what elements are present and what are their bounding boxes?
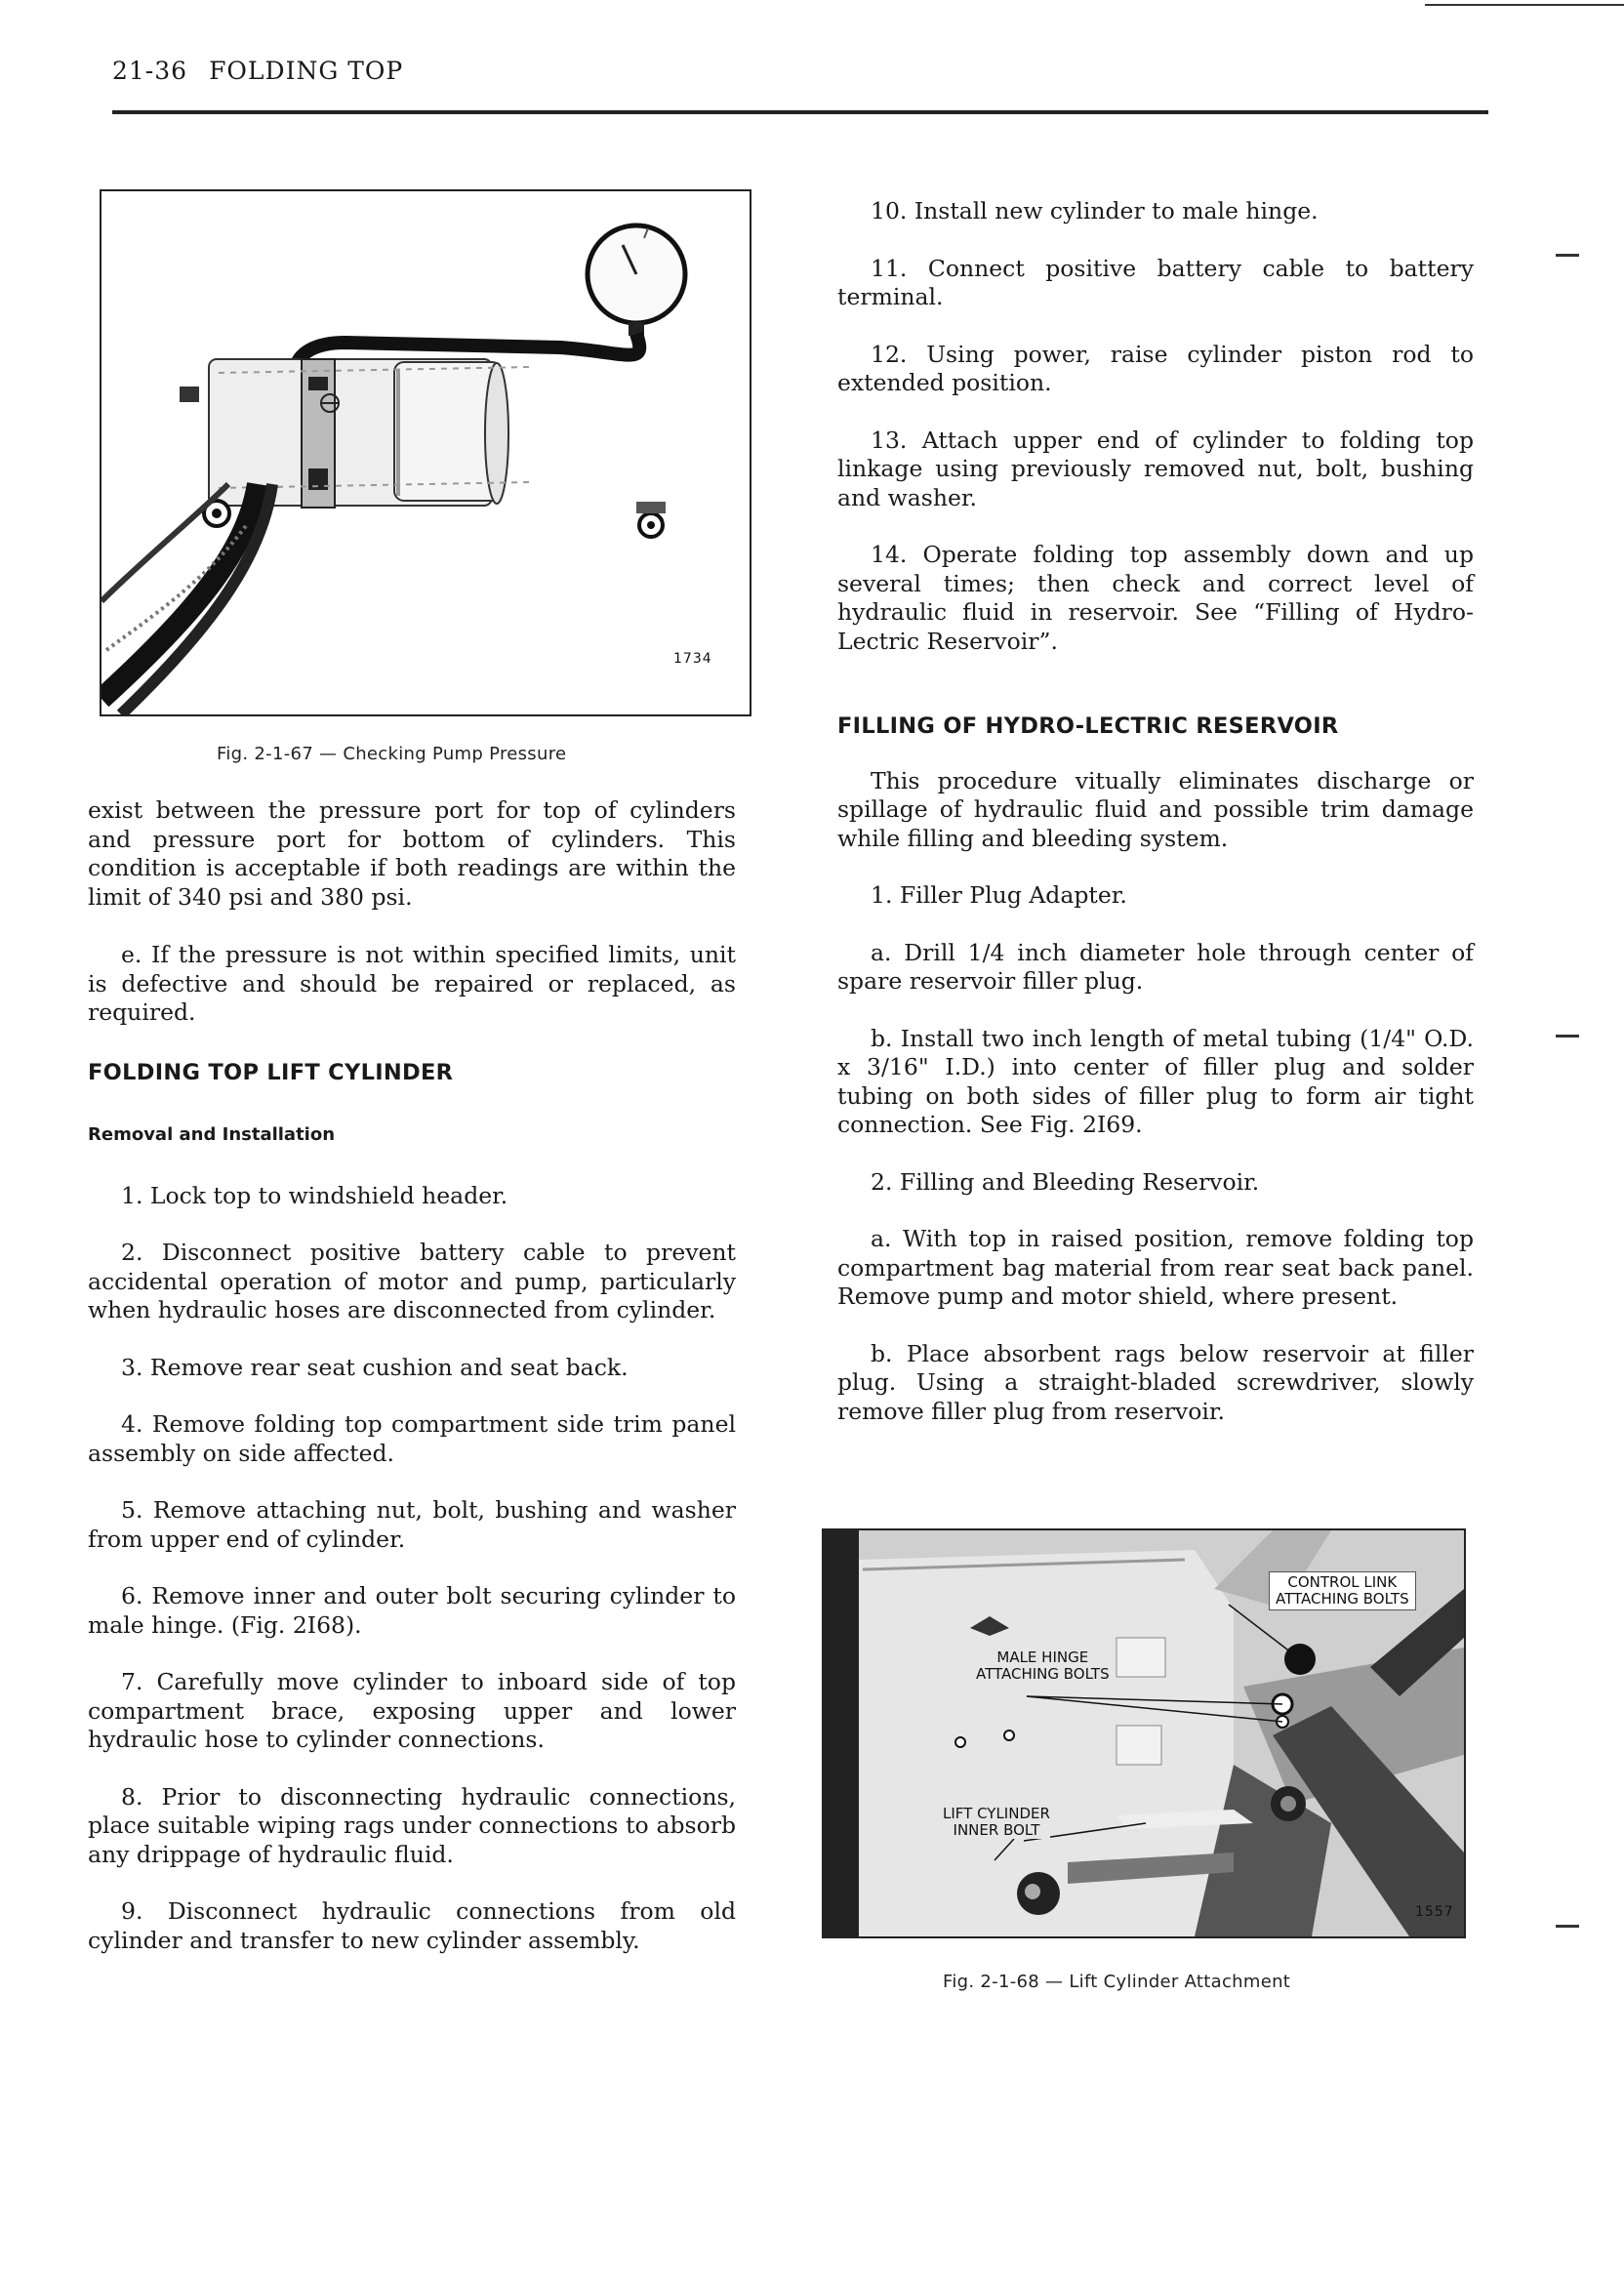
step-2: 2. Disconnect positive battery cable to prevent accidental operation of motor and pump, particularly when hydraulic hoses are disconnected from cylinder. — [88, 1239, 736, 1323]
step-4: 4. Remove folding top compartment side trim panel assembly on side affected. — [88, 1410, 736, 1467]
callout-male-hinge — [976, 1649, 1110, 1683]
step-5: 5. Remove attaching nut, bolt, bushing and washer from upper end of cylinder. — [88, 1496, 736, 1553]
pump-gauge-illustration — [102, 191, 750, 714]
item-1: 1. Filler Plug Adapter. — [871, 881, 1127, 909]
margin-mark — [1556, 1035, 1579, 1038]
step-6: 6. Remove inner and outer bolt securing cylinder to male hinge. (Fig. 2I68). — [88, 1582, 736, 1639]
step-14: 14. Operate folding top assembly down and up several times; then check and correct level of hydraulic fluid in reservoir. See “Filling of Hydro-Lectric Reservoir”. — [837, 541, 1474, 655]
figure-caption: Fig. 2-1-67 — Checking Pump Pressure — [217, 744, 567, 764]
section-title: FOLDING TOP — [209, 57, 404, 85]
left-column — [88, 796, 736, 1955]
right-column — [837, 197, 1474, 1426]
figure-pump-pressure — [100, 189, 751, 716]
margin-mark — [1556, 254, 1579, 257]
callout-line: CONTROL LINK — [1287, 1573, 1398, 1591]
margin-mark — [1556, 1925, 1579, 1928]
figure-number: 1557 — [1415, 1904, 1454, 1920]
callout-lift-cylinder — [943, 1806, 1050, 1839]
callout-line: INNER BOLT — [953, 1821, 1040, 1839]
step-12: 12. Using power, raise cylinder piston rod to extended position. — [837, 340, 1474, 396]
callout-line: MALE HINGE — [996, 1649, 1089, 1666]
figure-caption: Fig. 2-1-68 — Lift Cylinder Attachment — [943, 1972, 1291, 1992]
page-header — [112, 57, 403, 85]
section-heading: FOLDING TOP LIFT CYLINDER — [88, 1059, 454, 1085]
item-2b: b. Place absorbent rags below reservoir at filler plug. Using a straight-bladed screwdriver, slowly remove filler plug from reservoir. — [837, 1339, 1474, 1425]
step-9: 9. Disconnect hydraulic connections from old cylinder and transfer to new cylinder assembly. — [88, 1897, 736, 1954]
step-1: 1. Lock top to windshield header. — [121, 1181, 508, 1209]
section-heading: FILLING OF HYDRO-LECTRIC RESERVOIR — [837, 713, 1339, 739]
page-number: 21-36 — [112, 57, 188, 85]
step-7: 7. Carefully move cylinder to inboard side of top compartment brace, exposing upper and lower hydraulic hose to cylinder connections. — [88, 1668, 736, 1753]
step-11: 11. Connect positive battery cable to battery terminal. — [837, 254, 1474, 310]
step-3: 3. Remove rear seat cushion and seat back. — [121, 1353, 629, 1381]
item-1b: b. Install two inch length of metal tubing (1/4" O.D. x 3/16" I.D.) into center of filler plug and solder tubing on both sides of filler plug to form air tight connection. See Fig. 2I69. — [837, 1024, 1474, 1138]
callout-line: ATTACHING BOLTS — [1276, 1590, 1409, 1608]
callout-control-link — [1269, 1571, 1416, 1610]
callout-line: ATTACHING BOLTS — [976, 1665, 1110, 1683]
header-rule — [112, 110, 1488, 114]
step-8: 8. Prior to disconnecting hydraulic connections, place suitable wiping rags under connections to absorb any drippage of hydraulic fluid. — [88, 1782, 736, 1868]
top-edge-line — [1425, 4, 1624, 6]
callout-line: LIFT CYLINDER — [943, 1805, 1050, 1822]
subheading: Removal and Installation — [88, 1124, 336, 1145]
paragraph: exist between the pressure port for top of cylinders and pressure port for bottom of cylinders. This condition is acceptable if both readings are within the limit of 340 psi and 380 psi. — [88, 796, 736, 911]
figure-number: 1734 — [673, 651, 712, 667]
item-2: 2. Filling and Bleeding Reservoir. — [871, 1167, 1260, 1196]
paragraph: e. If the pressure is not within specified limits, unit is defective and should be repaired or replaced, as required. — [88, 941, 736, 1026]
figure-lift-cylinder — [822, 1528, 1466, 1938]
step-13: 13. Attach upper end of cylinder to folding top linkage using previously removed nut, bolt, bushing and washer. — [837, 426, 1474, 511]
paragraph: This procedure vitually eliminates discharge or spillage of hydraulic fluid and possible trim damage while filling and bleeding system. — [837, 766, 1474, 852]
item-1a: a. Drill 1/4 inch diameter hole through center of spare reservoir filler plug. — [837, 938, 1474, 995]
step-10: 10. Install new cylinder to male hinge. — [871, 197, 1319, 224]
item-2a: a. With top in raised position, remove folding top compartment bag material from rear seat back panel. Remove pump and motor shield, where present. — [837, 1225, 1474, 1310]
